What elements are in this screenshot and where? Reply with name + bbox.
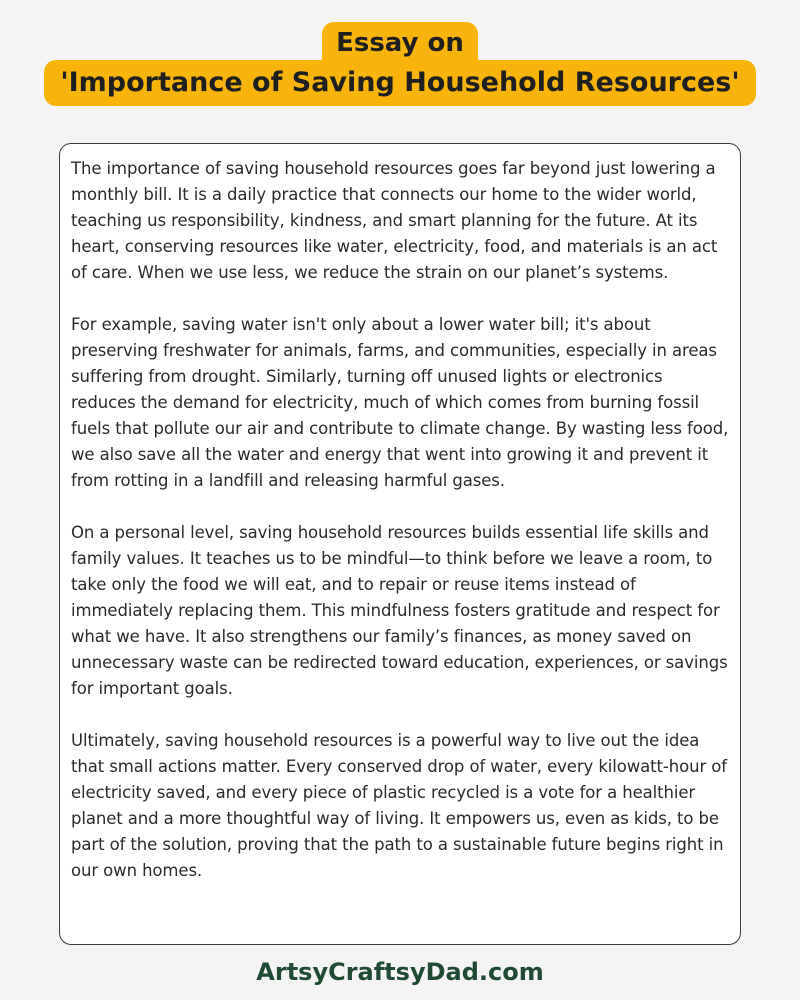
- title-banner: [0, 22, 800, 106]
- essay-paragraph-4: Ultimately, saving household resources is a powerful way to live out the idea that small actions matter. Every conserved drop of water, every kilowatt-hour of electricity saved, and every piece of plastic recycled is a vote for a healthier planet and a more thoughtful way of living. It empowers us, even as kids, to be part of the solution, proving that the path to a sustainable future begins right in our own homes.: [71, 731, 728, 880]
- essay-paragraph-2: For example, saving water isn't only about a lower water bill; it's about preserving freshwater for animals, farms, and communities, especially in areas suffering from drought. Similarly, turning off unused lights or electronics reduces the demand for electricity, much of which comes from burning fossil fuels that pollute our air and contribute to climate change. By wasting less food, we also save all the water and energy that went into growing it and prevent it from rotting in a landfill and releasing harmful gases.: [71, 315, 729, 490]
- essay-paragraph-1: The importance of saving household resources goes far beyond just lowering a monthly bill. It is a daily practice that connects our home to the wider world, teaching us responsibility, kindness, and smart planning for the future. At its heart, conserving resources like water, electricity, food, and materials is an act of care. When we use less, we reduce the strain on our planet’s systems.: [71, 159, 718, 282]
- footer-site-name: ArtsyCraftsyDad.com: [256, 958, 544, 986]
- essay-paragraph-3: On a personal level, saving household resources builds essential life skills and family values. It teaches us to be mindful—to think before we leave a room, to take only the food we will eat, and to repair or reuse items instead of immediately replacing them. This mindfulness fosters gratitude and respect for what we have. It also strengthens our family’s finances, as money saved on unnecessary waste can be redirected toward education, experiences, or savings for important goals.: [71, 523, 728, 698]
- essay-box: [59, 143, 741, 945]
- title-line-2: 'Importance of Saving Household Resources': [44, 60, 755, 106]
- title-line-1: Essay on: [322, 22, 478, 62]
